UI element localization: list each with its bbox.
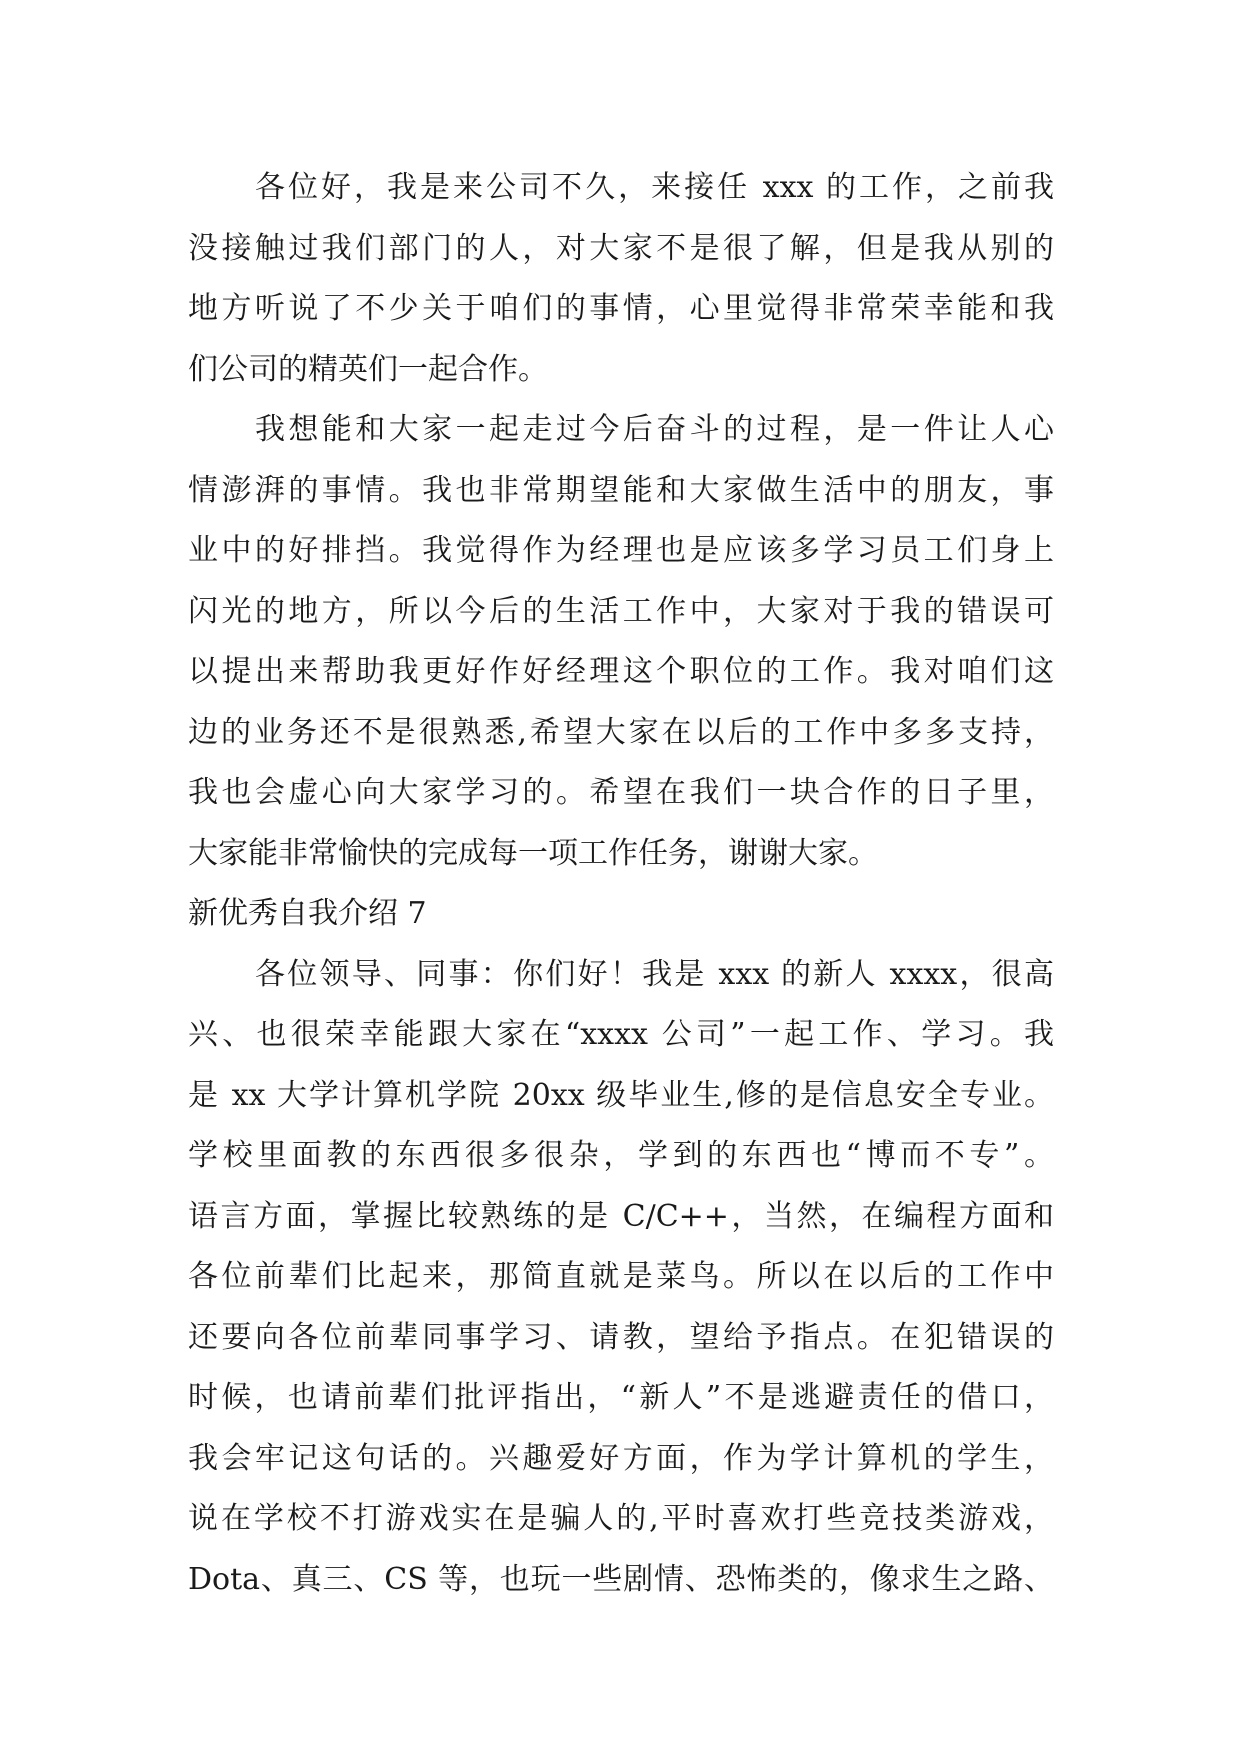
paragraph-1 <box>188 158 1054 400</box>
text-line: 各位好，我是来公司不久，来接任 xxx 的工作，之前我 <box>255 170 1054 205</box>
text-line: 情澎湃的事情。我也非常期望能和大家做生活中的朋友，事 <box>188 472 1054 508</box>
text-line: 大家能非常愉快的完成每一项工作任务，谢谢大家。 <box>188 835 878 871</box>
document-body <box>188 158 1054 1610</box>
text-line: 我也会虚心向大家学习的。希望在我们一块合作的日子里， <box>188 775 1054 810</box>
text-line: 是 xx 大学计算机学院 20xx 级毕业生,修的是信息安全专业。 <box>188 1077 1054 1113</box>
text-line: Dota、真三、CS 等，也玩一些剧情、恐怖类的，像求生之路、 <box>188 1561 1054 1597</box>
text-line: 我想能和大家一起走过今后奋斗的过程，是一件让人心 <box>255 412 1054 447</box>
text-line: 兴、也很荣幸能跟大家在“xxxx 公司”一起工作、学习。我 <box>188 1017 1054 1052</box>
text-line: 边的业务还不是很熟悉,希望大家在以后的工作中多多支持， <box>188 714 1054 750</box>
paragraph-2 <box>188 400 1054 884</box>
text-line: 还要向各位前辈同事学习、请教，望给予指点。在犯错误的 <box>188 1319 1054 1355</box>
text-line: 没接触过我们部门的人，对大家不是很了解，但是我从别的 <box>188 230 1054 266</box>
text-line: 我会牢记这句话的。兴趣爱好方面，作为学计算机的学生， <box>188 1440 1054 1476</box>
text-line: 各位前辈们比起来，那简直就是菜鸟。所以在以后的工作中 <box>188 1259 1054 1294</box>
text-line: 地方听说了不少关于咱们的事情，心里觉得非常荣幸能和我 <box>188 291 1054 326</box>
text-line: 时候，也请前辈们批评指出，“新人”不是逃避责任的借口， <box>188 1380 1054 1415</box>
text-line: 各位领导、同事：你们好！我是 xxx 的新人 xxxx，很高 <box>255 956 1054 992</box>
text-line: 学校里面教的东西很多很杂，学到的东西也“博而不专”。 <box>188 1138 1054 1173</box>
text-line: 语言方面，掌握比较熟练的是 C/C++，当然，在编程方面和 <box>188 1198 1054 1234</box>
text-line: 闪光的地方，所以今后的生活工作中，大家对于我的错误可 <box>188 593 1054 629</box>
text-line: 说在学校不打游戏实在是骗人的,平时喜欢打些竞技类游戏， <box>188 1501 1054 1536</box>
section-heading: 新优秀自我介绍 7 <box>188 896 427 931</box>
text-line: 以提出来帮助我更好作好经理这个职位的工作。我对咱们这 <box>188 654 1054 689</box>
text-line: 业中的好排挡。我觉得作为经理也是应该多学习员工们身上 <box>188 533 1054 568</box>
paragraph-3 <box>188 945 1054 1611</box>
text-line: 们公司的精英们一起合作。 <box>188 351 548 387</box>
